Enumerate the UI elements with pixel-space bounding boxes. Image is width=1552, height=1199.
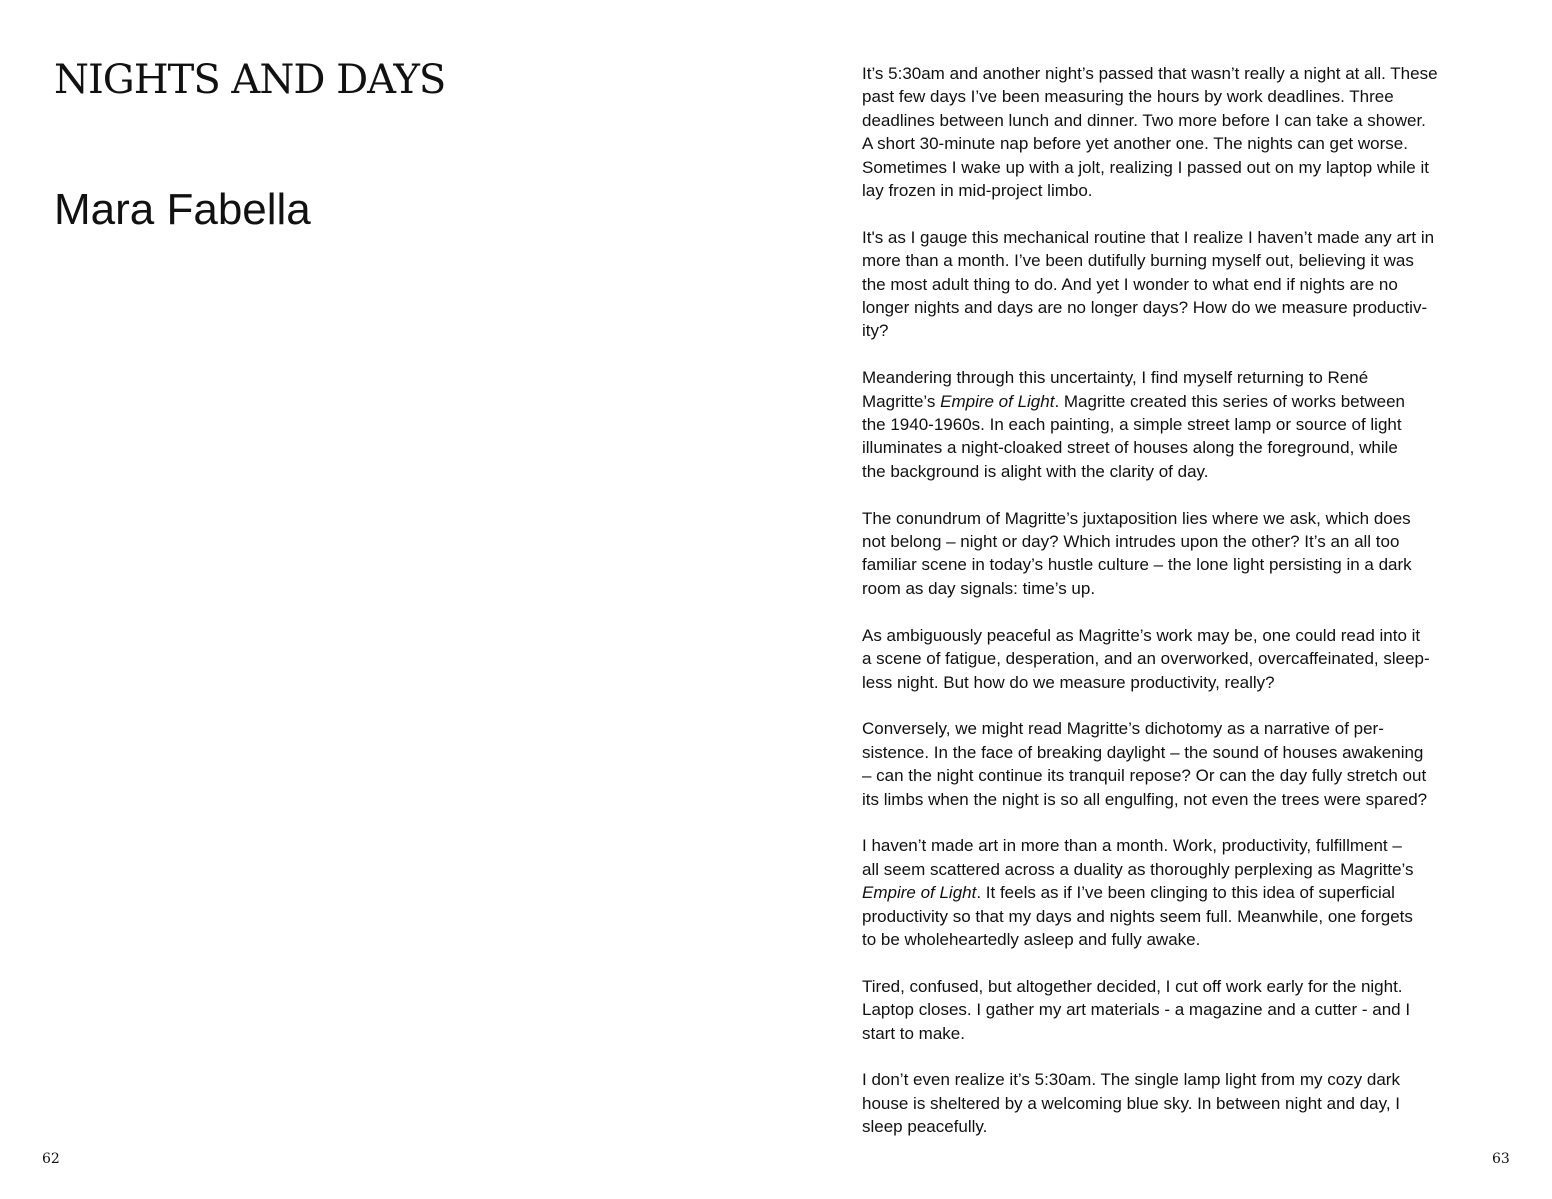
text-line: longer nights and days are no longer days? How do we measure productiv-: [862, 298, 1428, 318]
body-paragraph: [862, 717, 1512, 811]
text-line: house is sheltered by a welcoming blue sky. In between night and day, I: [862, 1093, 1401, 1113]
text-line: less night. But how do we measure productivity, really?: [862, 672, 1275, 692]
text-line: I haven’t made art in more than a month. Work, productivity, fulfillment –: [862, 836, 1402, 856]
text-line: past few days I’ve been measuring the hours by work deadlines. Three: [862, 87, 1394, 107]
text-line: deadlines between lunch and dinner. Two more before I can take a shower.: [862, 110, 1426, 130]
text-line: a scene of fatigue, desperation, and an overworked, overcaffeinated, sleep-: [862, 649, 1430, 669]
text-line: start to make.: [862, 1023, 965, 1043]
text-line: A short 30-minute nap before yet another one. The nights can get worse.: [862, 134, 1408, 154]
text-line: productivity so that my days and nights seem full. Meanwhile, one forgets: [862, 906, 1413, 926]
body-paragraph: [862, 507, 1512, 601]
body-paragraph: [862, 366, 1512, 483]
text-line: It’s 5:30am and another night’s passed that wasn’t really a night at all. These: [862, 64, 1438, 83]
text-line: The conundrum of Magritte’s juxtaposition lies where we ask, which does: [862, 508, 1411, 528]
text-line: to be wholeheartedly asleep and fully awake.: [862, 929, 1201, 949]
essay-author: Mara Fabella: [54, 185, 311, 234]
text-line: As ambiguously peaceful as Magritte’s work may be, one could read into it: [862, 625, 1421, 645]
text-line: not belong – night or day? Which intrudes upon the other? It’s an all too: [862, 532, 1400, 552]
right-page: [776, 0, 1552, 1199]
page-number-left: 62: [42, 1151, 60, 1167]
text-line: Meandering through this uncertainty, I find myself returning to René: [862, 368, 1369, 388]
page-number-right: 63: [1492, 1151, 1510, 1167]
text-line: the most adult thing to do. And yet I wonder to what end if nights are no: [862, 274, 1398, 294]
text-line: sistence. In the face of breaking daylight – the sound of houses awakening: [862, 742, 1424, 762]
text-line: Laptop closes. I gather my art materials - a magazine and a cutter - and I: [862, 1000, 1411, 1020]
text-line: Sometimes I wake up with a jolt, realizing I passed out on my laptop while it: [862, 157, 1429, 177]
body-paragraph: [862, 624, 1512, 694]
text-line: sleep peacefully.: [862, 1117, 988, 1137]
text-line: Empire of Light. It feels as if I’ve been clinging to this idea of superficial: [862, 883, 1395, 903]
text-line: lay frozen in mid-project limbo.: [862, 181, 1093, 201]
text-line: Tired, confused, but altogether decided, I cut off work early for the night.: [862, 976, 1403, 996]
text-line: its limbs when the night is so all engulfing, not even the trees were spared?: [862, 789, 1428, 809]
text-line: the background is alight with the clarity of day.: [862, 461, 1209, 481]
text-line: I don’t even realize it’s 5:30am. The single lamp light from my cozy dark: [862, 1070, 1400, 1090]
text-line: It's as I gauge this mechanical routine that I realize I haven’t made any art in: [862, 227, 1435, 247]
text-line: more than a month. I’ve been dutifully burning myself out, believing it was: [862, 251, 1414, 271]
text-line: Magritte’s Empire of Light. Magritte created this series of works between: [862, 391, 1405, 411]
body-paragraph: [862, 62, 1512, 202]
text-line: illuminates a night-cloaked street of houses along the foreground, while: [862, 438, 1398, 458]
text-line: ity?: [862, 321, 889, 341]
body-paragraph: [862, 1068, 1512, 1138]
text-line: room as day signals: time’s up.: [862, 578, 1096, 598]
body-paragraph: [862, 975, 1512, 1045]
essay-body: [862, 62, 1512, 1162]
text-line: all seem scattered across a duality as thoroughly perplexing as Magritte’s: [862, 859, 1414, 879]
text-line: familiar scene in today’s hustle culture – the lone light persisting in a dark: [862, 555, 1412, 575]
text-line: the 1940-1960s. In each painting, a simple street lamp or source of light: [862, 415, 1402, 435]
body-paragraph: [862, 834, 1512, 951]
essay-title: NIGHTS AND DAYS: [54, 57, 446, 103]
body-paragraph: [862, 226, 1512, 343]
text-line: Conversely, we might read Magritte’s dichotomy as a narrative of per-: [862, 719, 1384, 739]
text-line: – can the night continue its tranquil repose? Or can the day fully stretch out: [862, 766, 1427, 786]
